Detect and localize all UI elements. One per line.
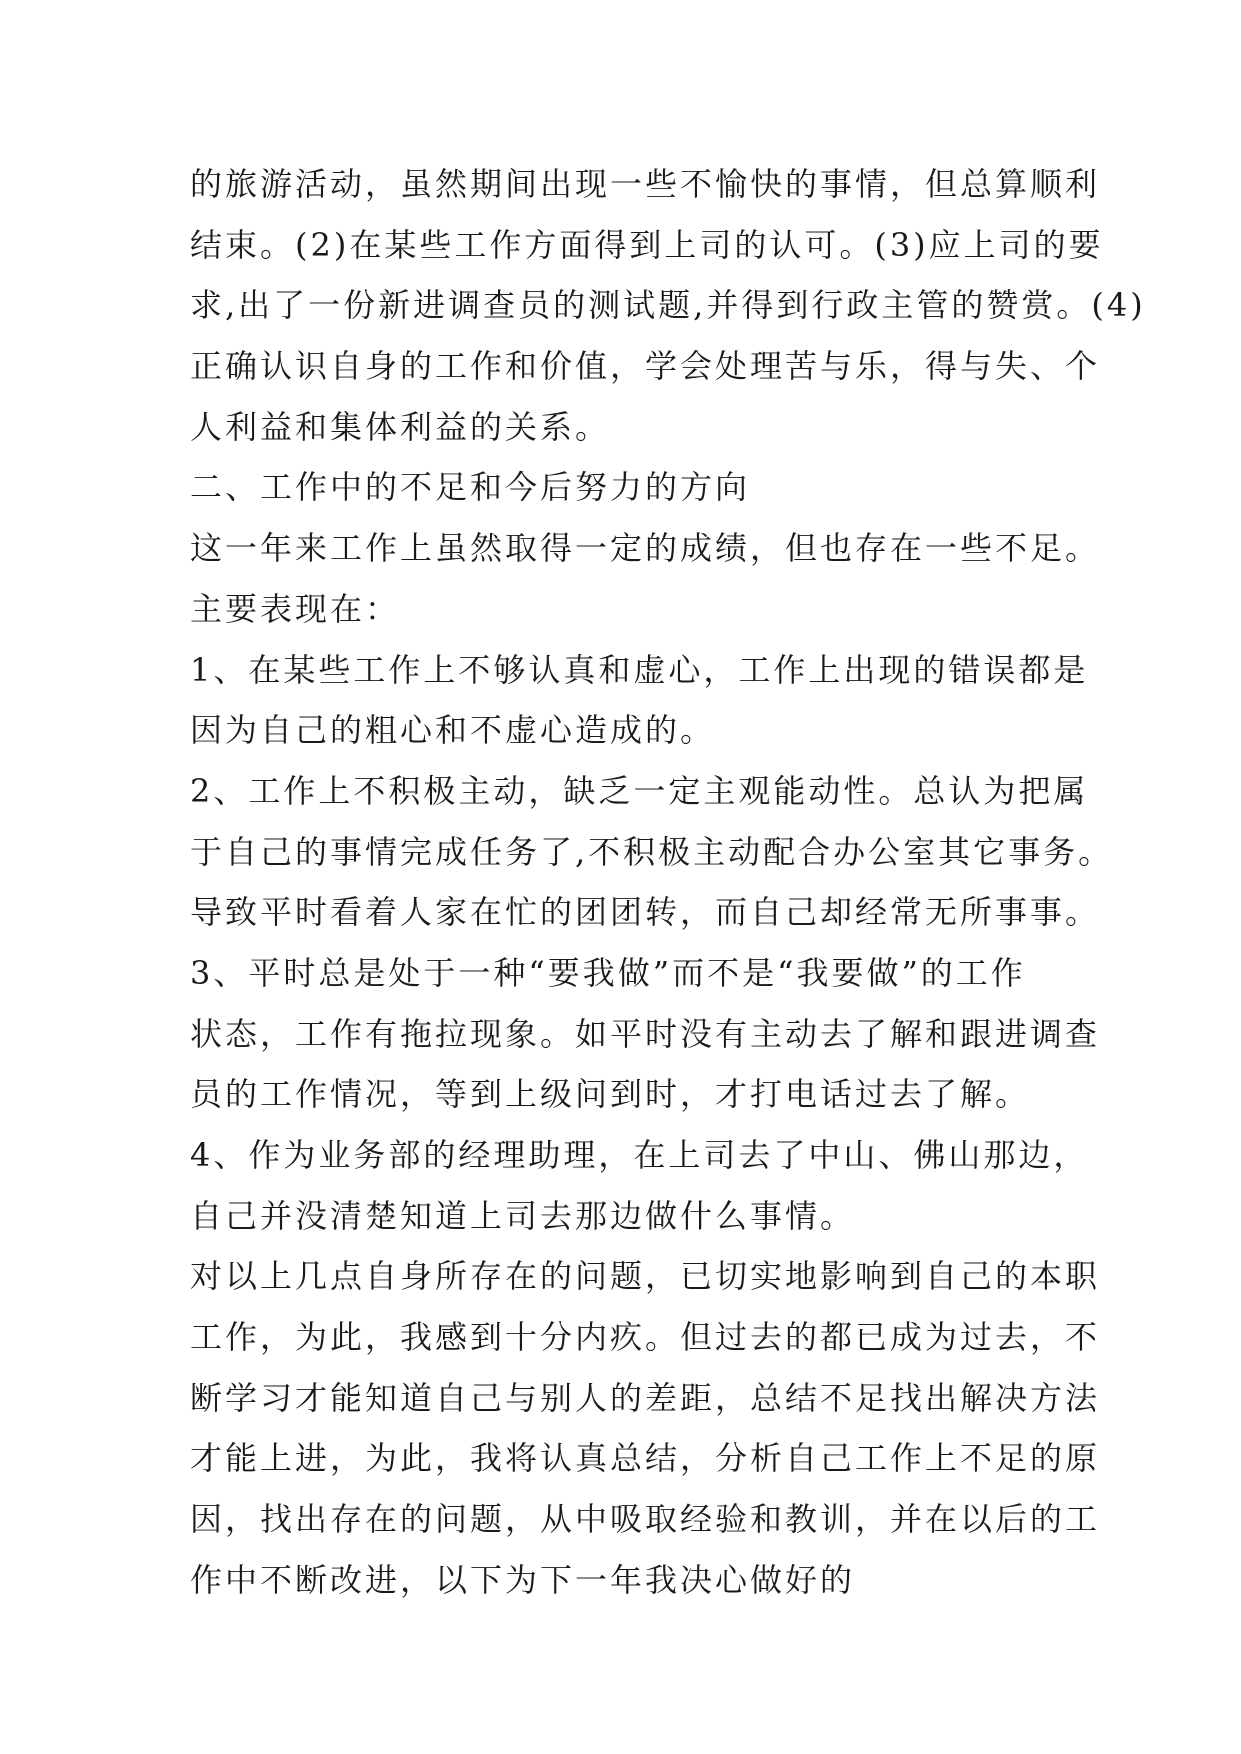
section-heading: 二、工作中的不足和今后努力的方向 bbox=[190, 468, 751, 507]
list-item-line: 2、工作上不积极主动，缺乏一定主观能动性。总认为把属 bbox=[190, 771, 1089, 810]
text-line: 正确认识自身的工作和价值，学会处理苦与乐，得与失、个 bbox=[190, 347, 1101, 386]
list-item-line: 自己并没清楚知道上司去那边做什么事情。 bbox=[190, 1196, 856, 1235]
text-line: 结束。(2)在某些工作方面得到上司的认可。(3)应上司的要 bbox=[190, 225, 1104, 264]
list-item-line: 3、平时总是处于一种“要我做”而不是“我要做”的工作 bbox=[190, 953, 1026, 992]
text-line: 作中不断改进，以下为下一年我决心做好的 bbox=[190, 1560, 856, 1599]
document-body bbox=[190, 154, 1146, 1611]
text-line: 人利益和集体利益的关系。 bbox=[190, 407, 611, 446]
text-line: 的旅游活动，虽然期间出现一些不愉快的事情，但总算顺利 bbox=[190, 165, 1101, 203]
list-item-line: 因为自己的粗心和不虚心造成的。 bbox=[190, 711, 716, 750]
list-item-line: 1、在某些工作上不够认真和虚心，工作上出现的错误都是 bbox=[190, 650, 1089, 689]
list-item-line: 于自己的事情完成任务了,不积极主动配合办公室其它事务。 bbox=[190, 832, 1114, 871]
text-line: 断学习才能知道自己与别人的差距，总结不足找出解决方法 bbox=[190, 1378, 1101, 1417]
text-line: 才能上进，为此，我将认真总结，分析自己工作上不足的原 bbox=[190, 1439, 1101, 1478]
list-item-line: 状态，工作有拖拉现象。如平时没有主动去了解和跟进调查 bbox=[190, 1014, 1101, 1053]
text-line: 因，找出存在的问题，从中吸取经验和教训，并在以后的工 bbox=[190, 1500, 1101, 1539]
text-line: 对以上几点自身所存在的问题，已切实地影响到自己的本职 bbox=[190, 1257, 1101, 1296]
text-line: 主要表现在： bbox=[190, 589, 401, 628]
text-line: 工作，为此，我感到十分内疚。但过去的都已成为过去，不 bbox=[190, 1318, 1101, 1357]
list-item-line: 4、作为业务部的经理助理，在上司去了中山、佛山那边， bbox=[190, 1136, 1089, 1174]
list-item-line: 员的工作情况，等到上级问到时，才打电话过去了解。 bbox=[190, 1075, 1031, 1114]
text-line: 这一年来工作上虽然取得一定的成绩，但也存在一些不足。 bbox=[190, 529, 1101, 568]
text-line: 求,出了一份新进调查员的测试题,并得到行政主管的赞赏。(4) bbox=[190, 286, 1146, 325]
list-item-line: 导致平时看着人家在忙的团团转，而自己却经常无所事事。 bbox=[190, 893, 1101, 932]
